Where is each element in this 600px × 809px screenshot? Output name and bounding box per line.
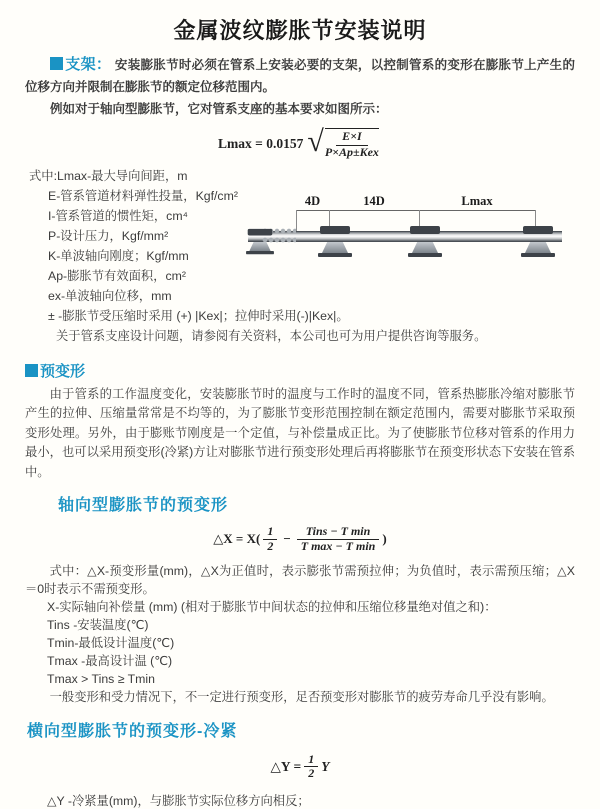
axial-note-closing: 一般变形和受力情况下，不一定进行预变形，足否预变形对膨胀节的疲劳寿命几乎没有影响。: [49, 689, 554, 704]
one-half-fraction: [263, 525, 277, 554]
definition-line: I-管系管道的惯性矩，cm⁴: [48, 208, 188, 223]
definition-line: E-管系管道材料弹性投量，Kgf/cm²: [48, 188, 238, 203]
one-half-fraction: [304, 753, 318, 782]
dimension-line: [296, 210, 536, 211]
lateral-note: △Y -冷紧量(mm)，与膨胀节实际位移方向相反；: [47, 794, 310, 809]
note-line: Tmax -最高设计温 (℃): [47, 653, 173, 668]
bracket-intro-text: 安装膨胀节时必须在管系上安装必要的支架，以控制管系的变形在膨胀节上产生的位移方向并限制在膨胀节的额定位移范围内。: [25, 58, 575, 94]
axial-note-paragraph: 式中：△X-预变形量(mm)，△X为正值时，表示膨张节需预拉伸；为负值时，表示需预压缩；△X＝0时表示不需预变形。: [25, 563, 575, 596]
dimension-label-lmax: Lmax: [461, 194, 493, 208]
definition-line: 关于管系支座设计问题，请参阅有关资料，本公司也可为用户提供咨询等服务。: [56, 328, 487, 343]
fraction-numerator: 1: [308, 751, 315, 766]
support-base: [246, 251, 274, 254]
support-saddle: [410, 226, 440, 234]
note-line: Tins -安装温度(℃): [47, 617, 149, 632]
lmax-formula: [0, 125, 600, 160]
lateral-subsection-heading: 横向型膨胀节的预变形-冷紧: [27, 722, 238, 740]
definition-line: 式中:Lmax-最大导向间距，m: [29, 168, 188, 183]
lateral-coldtight-formula: [0, 753, 600, 782]
bracket-section-heading: 支架：: [65, 56, 112, 73]
predeform-heading-label: 预变形: [40, 362, 86, 380]
definition-line: P-设计压力，Kgf/mm²: [48, 228, 169, 243]
temperature-fraction: [297, 525, 380, 554]
axial-notes: [25, 562, 575, 706]
note-line: Tmax > Tins ≥ Tmin: [47, 671, 155, 686]
dimension-label-4d: 4D: [304, 194, 321, 208]
pipe-support: [317, 226, 353, 258]
sqrt-radical: [307, 125, 382, 160]
lateral-formula-rhs: Y: [321, 758, 330, 774]
support-base: [318, 253, 352, 257]
support-stand: [249, 242, 270, 251]
predeform-paragraph: 由于管系的工作温度变化，安装膨胀节时的温度与工作时的温度不同，管系热膨胀冷缩对膨胀节产生的拉伸、压缩量常常是不均等的，为了膨胀节变形范围控制在额定范围内，需要对膨胀节采取预变形处理。另外，由于膨账节刚度是一个定值，与补偿量成正比。为了使膨胀节位移对管系的作用力最小，也可以采用预变形(冷紧)方让对膨胀节进行预变形处理后再将膨胀节在预变形状态下安装在管系中。: [25, 386, 575, 479]
support-stand: [412, 242, 438, 253]
bracket-example-text: 例如对于轴向型膨胀节，它对管系支座的基本要求如图所示：: [50, 102, 388, 116]
pipe-support: [245, 229, 275, 255]
radical-sign-icon: √: [307, 125, 324, 159]
section-marker-icon: [25, 364, 38, 377]
definition-line: Ap-膨胀节有效面积，cm²: [48, 268, 186, 283]
lmax-fraction: [325, 128, 379, 160]
definition-line: ex-单波轴向位移，mm: [48, 288, 172, 303]
axial-formula-close: ): [382, 531, 387, 547]
page-title: 金属波纹膨胀节安装说明: [173, 18, 427, 43]
axial-predeform-formula: [0, 525, 600, 554]
predeform-section-heading: [25, 360, 600, 381]
dimension-tick: [296, 210, 297, 233]
fraction-numerator: 1: [267, 524, 274, 539]
axial-formula-lhs: △X = X(: [213, 531, 261, 547]
section-marker-icon: [50, 57, 63, 70]
note-line: X-实际轴向补偿量 (mm) (相对于膨胀节中间状态的拉伸和压缩位移量绝对值之和)：: [47, 599, 497, 614]
lmax-formula-lhs: Lmax = 0.0157: [218, 135, 304, 151]
fraction-numerator: Tins − T min: [305, 524, 371, 539]
support-stand: [322, 242, 348, 253]
pipe-support: [407, 226, 443, 258]
support-stand: [525, 242, 551, 253]
fraction-denominator: 2: [304, 766, 318, 781]
fraction-denominator: 2: [263, 539, 277, 554]
support-base: [408, 253, 442, 257]
support-saddle: [248, 229, 273, 236]
bracket-section-intro: [25, 54, 575, 98]
lmax-fraction-denominator: P×Ap±Kex: [324, 144, 379, 159]
support-saddle: [523, 226, 553, 234]
support-saddle: [320, 226, 350, 234]
definition-line: ± -膨胀节受压缩时采用 (+) |Kex|；拉伸时采用(-)|Kex|。: [48, 308, 349, 323]
lateral-formula-lhs: △Y =: [270, 758, 302, 774]
definition-line: K-单波轴向刚度；Kgf/mm: [48, 248, 189, 263]
fraction-denominator: T max − T min: [297, 539, 380, 554]
lmax-fraction-numerator: E×I: [336, 129, 368, 146]
pipe-support-diagram: [248, 192, 568, 270]
note-line: Tmin-最低设计温度(℃): [47, 635, 175, 650]
dimension-label-14d: 14D: [363, 194, 385, 208]
support-base: [521, 253, 555, 257]
axial-subsection-heading: 轴向型膨胀节的预变形: [58, 497, 229, 515]
pipe-support: [520, 226, 556, 258]
minus-operator: −: [283, 531, 291, 547]
